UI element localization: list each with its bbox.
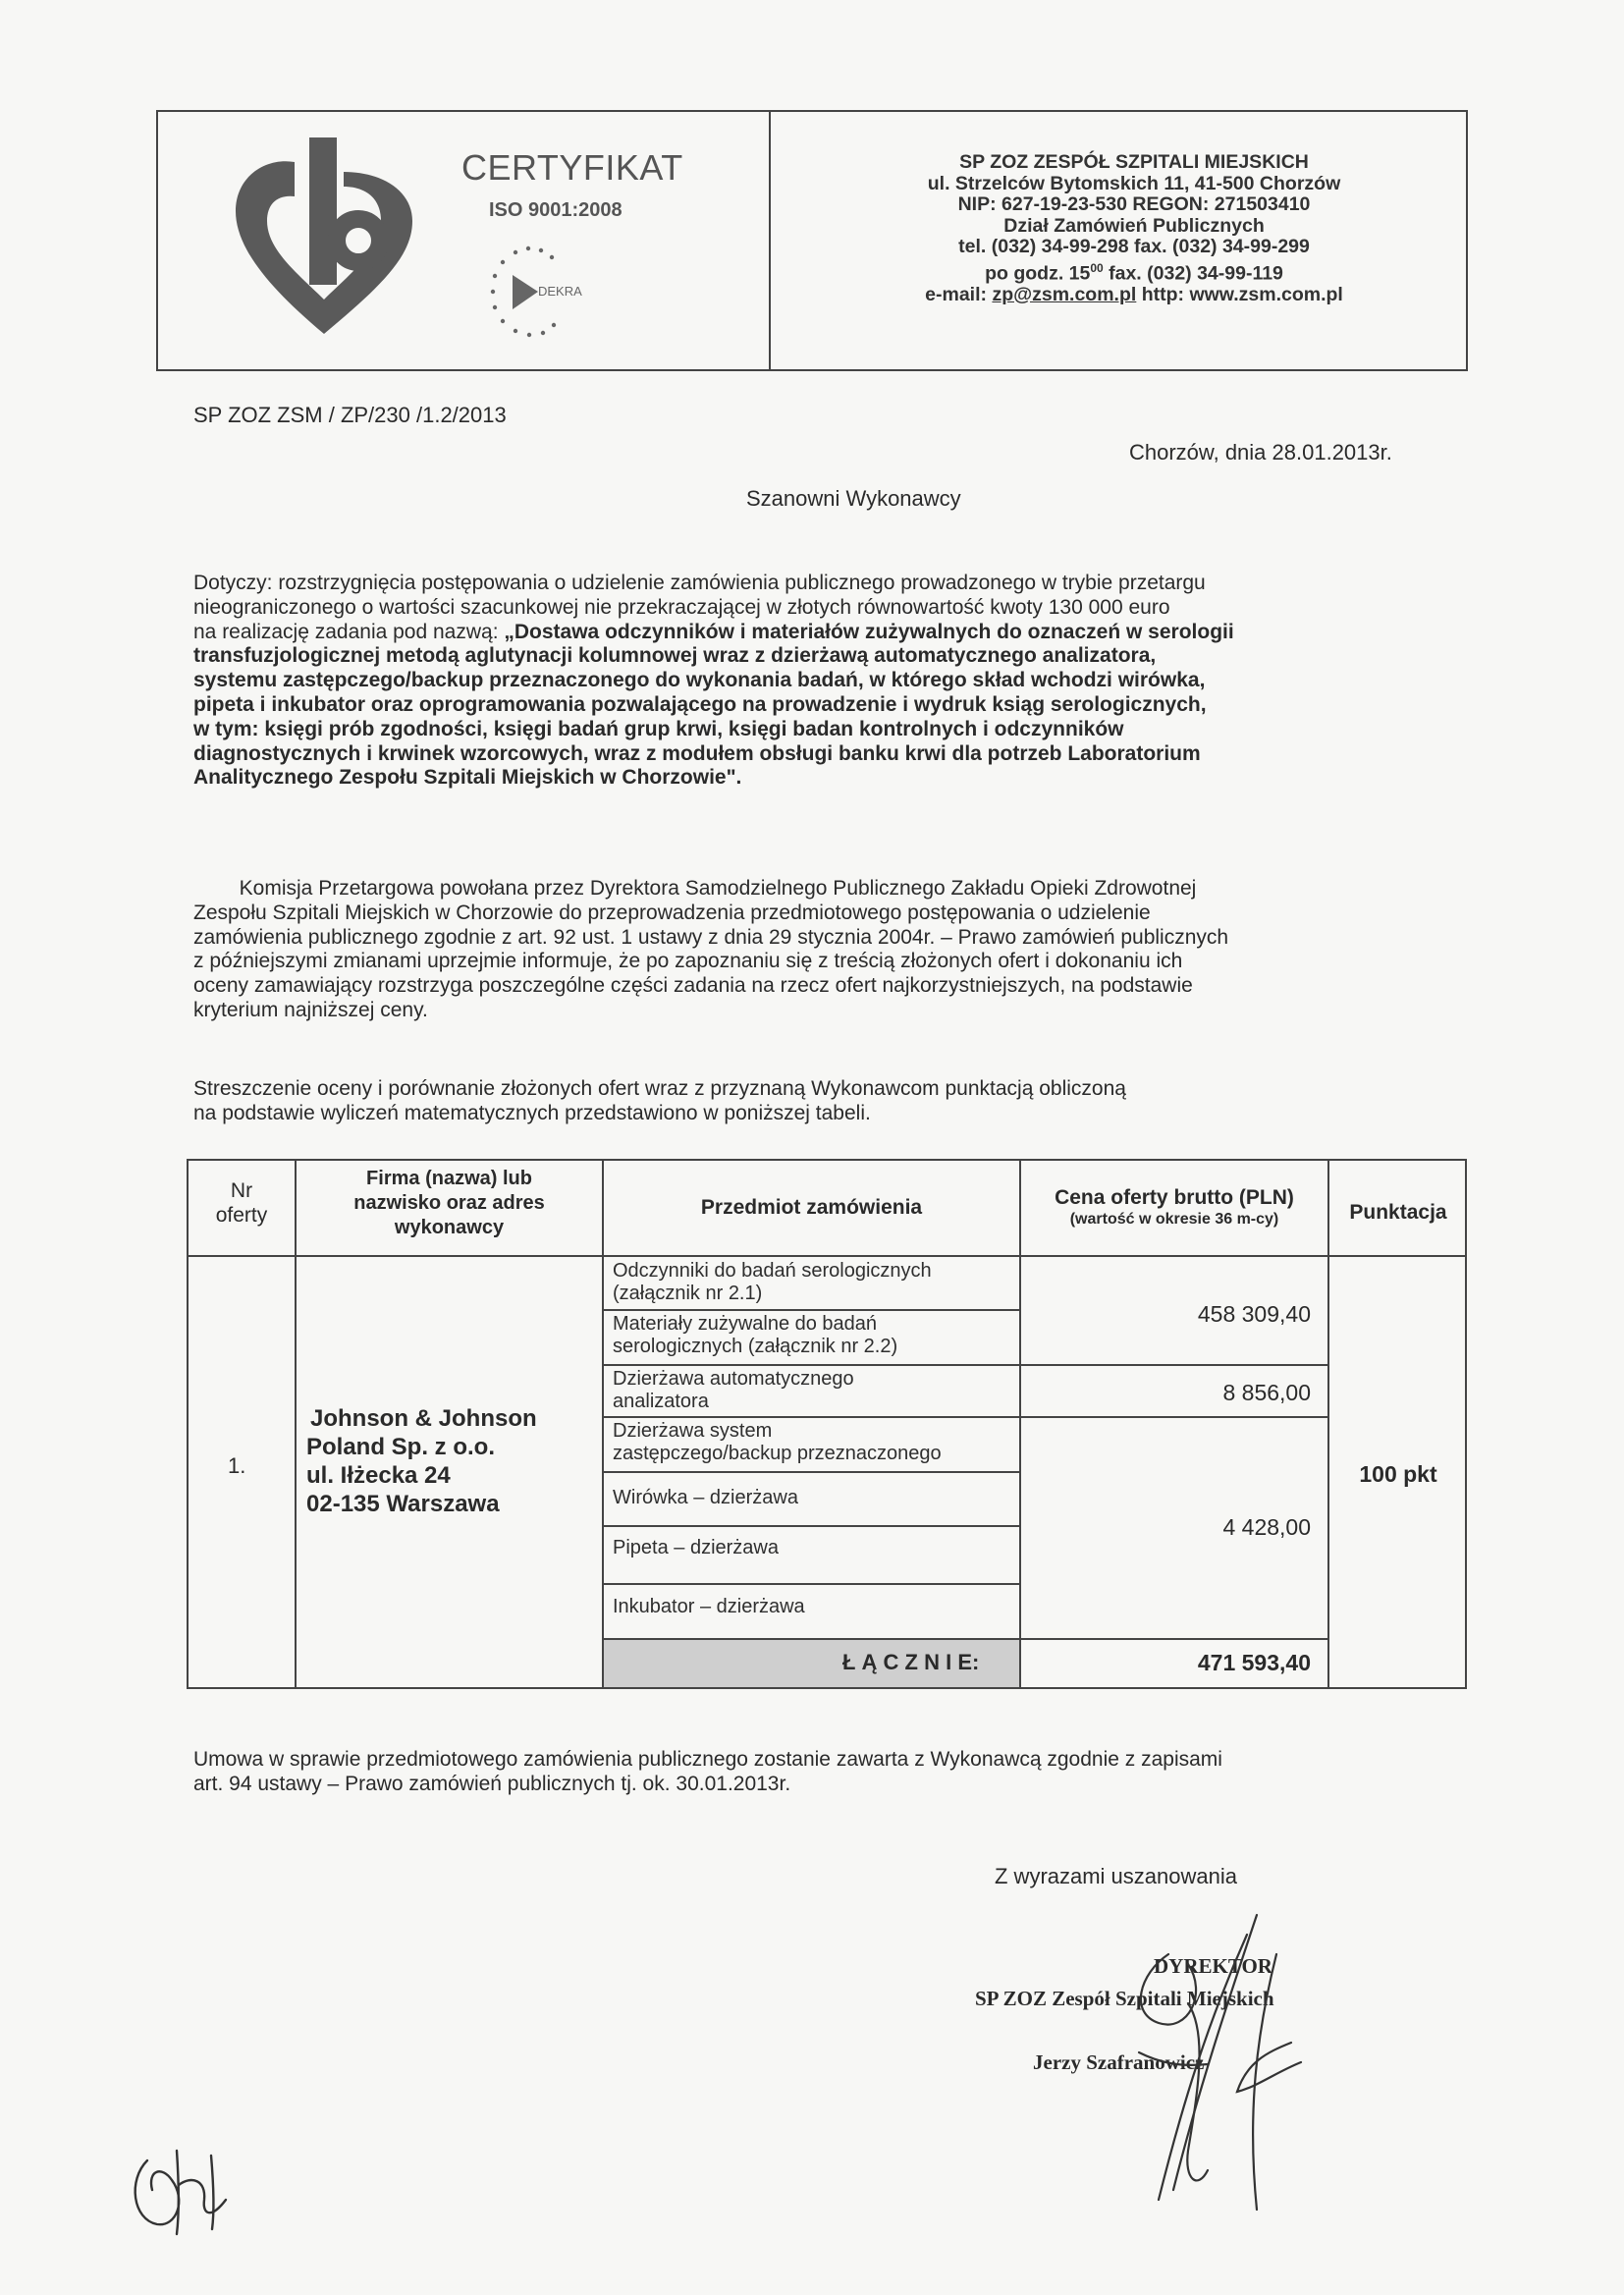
org-line: tel. (032) 34-99-298 fax. (032) 34-99-299 — [958, 236, 1310, 257]
dekra-logo-icon — [481, 241, 589, 349]
stamp-organization: SP ZOZ Zespół Szpitali Miejskich — [975, 1987, 1274, 2010]
salutation: Szanowni Wykonawcy — [746, 486, 961, 511]
header-firma: Firma (nazwa) lub nazwisko oraz adres wykonawcy — [353, 1168, 545, 1238]
item-cell: Dzierżawa automatycznego analizatora — [613, 1368, 854, 1412]
item-cell: Inkubator – dzierżawa — [613, 1596, 805, 1617]
price-value: 4 428,00 — [1222, 1514, 1311, 1540]
header-punktacja: Punktacja — [1349, 1201, 1447, 1224]
reference-number: SP ZOZ ZSM / ZP/230 /1.2/2013 — [193, 403, 507, 427]
stamp-name: Jerzy Szafranowicz — [1033, 2050, 1205, 2074]
org-line: SP ZOZ ZESPÓŁ SZPITALI MIEJSKICH — [959, 151, 1309, 173]
subject-paragraph: Dotyczy: rozstrzygnięcia postępowania o udzielenie zamówienia publicznego prowadzonego w trybie przetargu nieograniczonego o wartości szacunkowej nie przekraczającej w złotych równowartość kwoty 130 000 euro na realizację zadania pod nazwą: „Dostawa odczynników i materiałów zużywalnych do oznaczeń w serologii transfuzjologicznej metodą aglutynacji kolumnowej wraz z dzierżawą automatycznego analizatora, systemu zastępczego/backup przeznaczonego do wykonania badań, w którego skład wchodzi wirówka, pipeta i inkubator oraz oprogramowania pozwalającego na prowadzenie i wydruk ksiąg serologicznych, w tym: księgi prób zgodności, księgi badań grup krwi, księgi badan kontrolnych i odczynników diagnostycznych i krwinek wzorcowych, wraz z modułem obsługi banku krwi dla potrzeb Laboratorium Analitycznego Zespołu Szpitali Miejskich w Chorzowie". — [193, 572, 1234, 790]
closing-regards: Z wyrazami uszanowania — [995, 1864, 1237, 1888]
offer-number: 1. — [228, 1453, 246, 1478]
certificate-iso: ISO 9001:2008 — [489, 199, 623, 221]
item-cell: Wirówka – dzierżawa — [613, 1487, 798, 1508]
table-grid-line — [602, 1364, 1327, 1366]
item-cell: Dzierżawa system zastępczego/backup przeznaczonego — [613, 1420, 942, 1464]
table-grid-line — [602, 1583, 1019, 1585]
item-cell: Pipeta – dzierżawa — [613, 1537, 779, 1558]
table-grid-line — [602, 1309, 1019, 1311]
signature-icon — [962, 1895, 1345, 2219]
organization-details — [825, 152, 1443, 305]
price-value: 8 856,00 — [1222, 1380, 1311, 1405]
table-grid-line — [602, 1416, 1327, 1418]
org-line: ul. Strzelców Bytomskich 11, 41-500 Chorzów — [927, 172, 1341, 194]
certificate-title: CERTYFIKAT — [461, 147, 683, 188]
table-grid-line — [1019, 1159, 1021, 1689]
stamp-director: DYREKTOR — [1154, 1954, 1272, 1978]
table-grid-line — [602, 1159, 604, 1689]
initials-icon — [118, 2131, 255, 2239]
total-label: Ł Ą C Z N I E: — [842, 1650, 980, 1674]
price-value: 458 309,40 — [1197, 1301, 1311, 1327]
table-grid-line — [602, 1525, 1019, 1527]
letterhead-divider — [769, 110, 771, 371]
summary-paragraph: Streszczenie oceny i porównanie złożonych ofert wraz z przyznaną Wykonawcom punktacją obliczoną na podstawie wyliczeń matematycznych przedstawiono w poniższej tabeli. — [193, 1077, 1126, 1124]
contract-paragraph: Umowa w sprawie przedmiotowego zamówienia publicznego zostanie zawarta z Wykonawcą zgodnie z zapisami art. 94 ustawy – Prawo zamówień publicznych tj. ok. 30.01.2013r. — [193, 1748, 1222, 1795]
table-grid-line — [1327, 1159, 1329, 1689]
offer-points: 100 pkt — [1359, 1461, 1437, 1487]
org-line: Dział Zamówień Publicznych — [1003, 214, 1265, 237]
email-link[interactable]: zp@zsm.com.pl — [992, 283, 1137, 305]
org-line: NIP: 627-19-23-530 REGON: 271503410 — [957, 193, 1311, 215]
header-przedmiot: Przedmiot zamówienia — [700, 1196, 923, 1219]
header-cena: Cena oferty brutto (PLN) (wartość w okresie 36 m-cy) — [1055, 1186, 1294, 1228]
item-cell: Odczynniki do badań serologicznych (załącznik nr 2.1) — [613, 1260, 932, 1304]
cb-heart-logo-icon — [226, 137, 422, 344]
committee-paragraph: Komisja Przetargowa powołana przez Dyrektora Samodzielnego Publicznego Zakładu Opieki Zdrowotnej Zespołu Szpitali Miejskich w Chorzowie do przeprowadzenia przedmiotowego postępowania o udzielenie zamówienia publicznego zgodnie z art. 92 ust. 1 ustawy z dnia 29 stycznia 2004r. – Prawo zamówień publicznych z późniejszymi zmianami uprzejmie informuje, że po zapoznaniu się z treścią złożonych ofert i dokonaniu ich oceny zamawiający rozstrzyga poszczególne części zadania na rzecz ofert najkorzystniejszych, na podstawie kryterium najniższej ceny. — [193, 877, 1229, 1021]
org-contact-line: e-mail: zp@zsm.com.pl http: www.zsm.com.pl — [925, 283, 1343, 305]
dekra-label: DEKRA — [538, 284, 582, 299]
date-line: Chorzów, dnia 28.01.2013r. — [1129, 440, 1392, 464]
table-grid-line — [602, 1471, 1019, 1473]
offer-firm: Johnson & Johnson Poland Sp. z o.o. ul. Iłżecka 24 02-135 Warszawa — [306, 1405, 537, 1517]
item-cell: Materiały zużywalne do badań serologicznych (załącznik nr 2.2) — [613, 1313, 898, 1357]
table-grid-line — [187, 1255, 1467, 1257]
total-value: 471 593,40 — [1197, 1650, 1311, 1675]
org-hours-line: po godz. $15^{00}$ fax. (032) 34-99-119 — [985, 260, 1283, 284]
header-nr-oferty: Nr oferty — [215, 1179, 268, 1227]
